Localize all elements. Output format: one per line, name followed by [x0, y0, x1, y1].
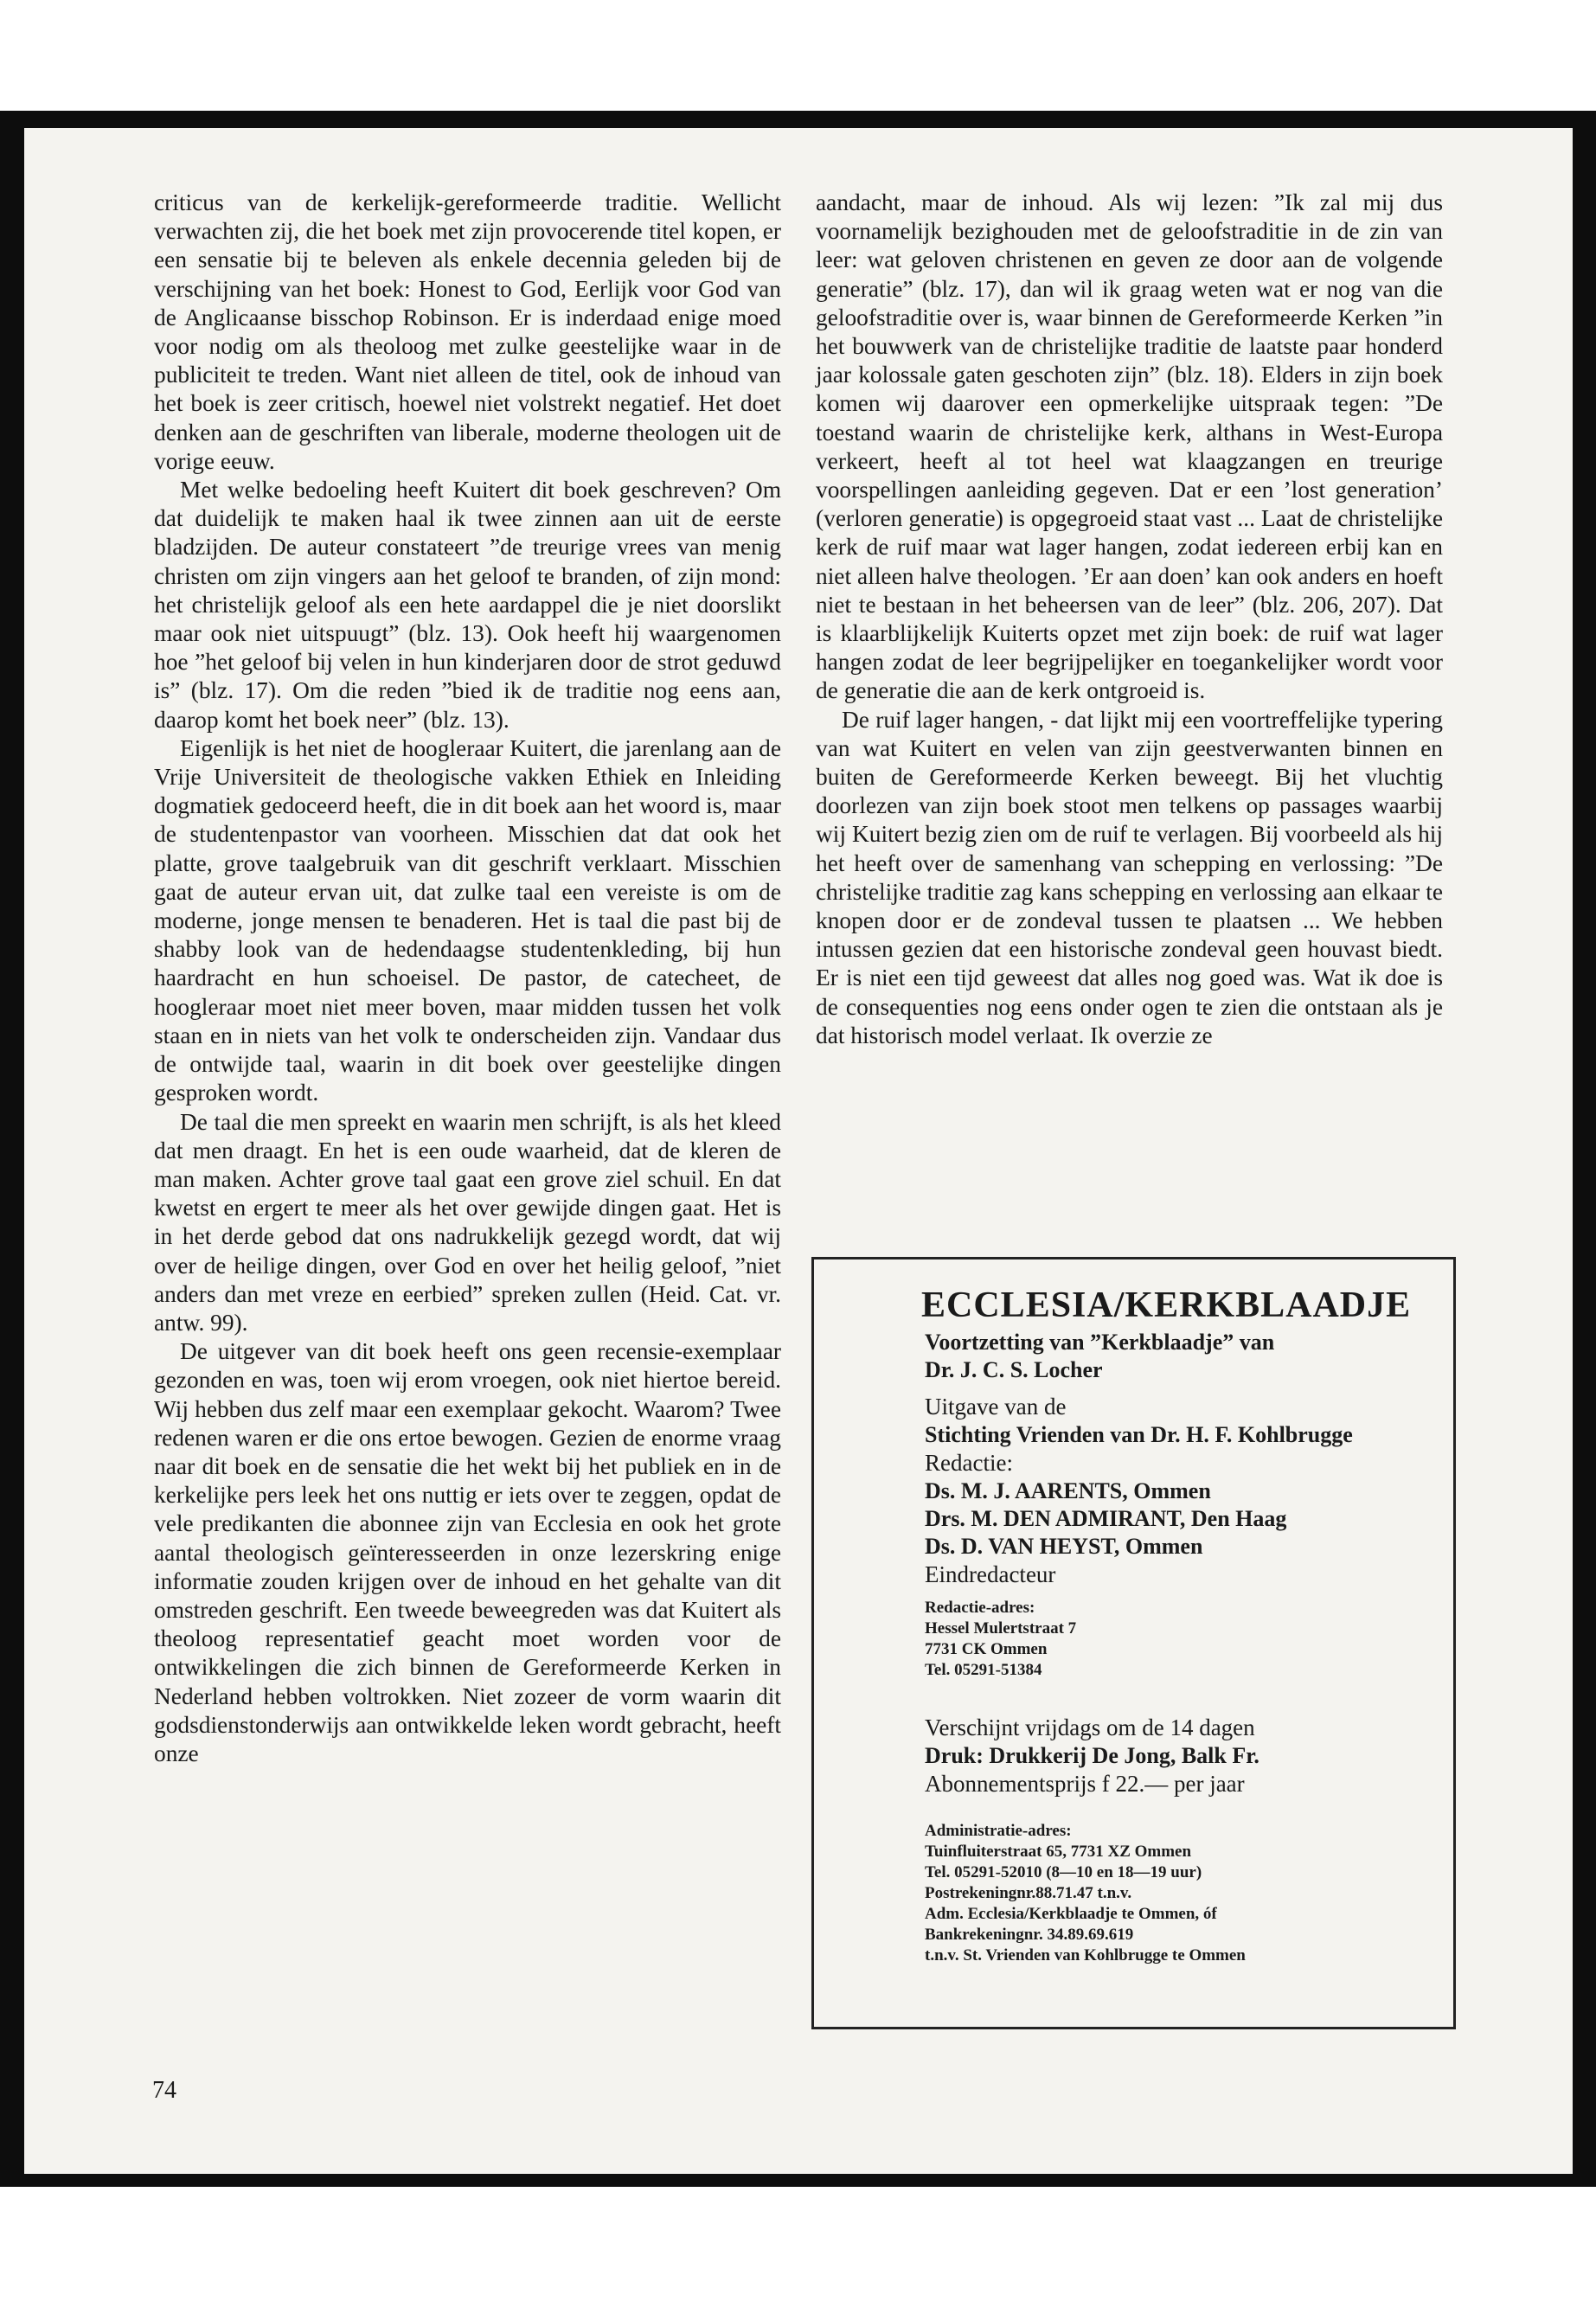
redactie-adres-label: Redactie-adres:	[925, 1599, 1035, 1617]
paragraph: Met welke bedoeling heeft Kuitert dit boek geschreven? Om dat duidelijk te maken haal ik twee zinnen aan uit de eerste bladzijden. De auteur constateert ”de treurige vrees van menig christen om zijn vingers aan het geloof te branden, of zijn mond: het christelijk geloof als een hete aardappel die je niet doorslikt maar ook niet uitspuugt” (blz. 13). Ook heeft hij waargenomen hoe ”het geloof bij velen in hun kinderjaren door de strot geduwd is” (blz. 17). Om die reden ”bied ik de traditie nog eens aan, daarop komt het boek neer” (blz. 13).	[154, 477, 781, 733]
masthead-box	[811, 1257, 1456, 2029]
chief-editor-label: Eindredacteur	[925, 1561, 1056, 1587]
publisher-label: Uitgave van de	[925, 1394, 1067, 1420]
page-number: 74	[152, 2077, 176, 2104]
paragraph: De ruif lager hangen, - dat lijkt mij een voortreffelijke typering van wat Kuitert en velen van zijn geestverwanten binnen en buiten de Gereformeerde Kerken beweegt. Bij het vluchtig doorlezen van zijn boek stoot men telkens op passages waarbij wij Kuitert bezig zien om de ruif te verlagen. Bij voorbeeld als hij het heeft over de samenhang van schepping en verlossing: ”De christelijke traditie zag kans schepping en verlossing aan elkaar te knopen door er de zondeval tussen te plaatsen ... We hebben intussen gezien dat een historische zondeval geen houvast biedt. Er is niet een tijd geweest dat alles nog goed was. Wat ik doe is de consequenties nog eens onder ogen te zien die ontstaan als je dat historisch model verlaat. Ik overzie ze	[816, 706, 1443, 1048]
masthead-subtitle: Dr. J. C. S. Locher	[925, 1357, 1103, 1382]
admin-postrekening: Postrekeningnr.88.71.47 t.n.v.	[925, 1884, 1132, 1902]
redactie-city: 7731 CK Ommen	[925, 1640, 1048, 1658]
paragraph: Eigenlijk is het niet de hoogleraar Kuitert, die jarenlang aan de Vrije Universiteit de theologische vakken Ethiek en Inleiding dogmatiek gedoceerd heeft, die in dit boek aan het woord is, maar de studentenpastor van voorheen. Misschien dat dat ook het platte, grove taalgebruik van dit geschrift verklaart. Misschien gaat de auteur ervan uit, dat zulke taal een vereiste is om de moderne, jonge mensen te benaderen. Het is taal die past bij de shabby look van de hedendaagse studentenkleding, bij hun haardracht en hun schoeisel. De pastor, de catecheet, de hoogleraar moet niet meer boven, maar midden tussen het volk staan en in niets van het volk te onderscheiden zijn. Vandaar dus de ontwijde taal, waarin in dit boek over geestelijke dingen gesproken wordt.	[154, 734, 781, 1106]
printer: Druk: Drukkerij De Jong, Balk Fr.	[925, 1743, 1259, 1768]
masthead-title: ECCLESIA/KERKBLAADJE	[921, 1285, 1412, 1325]
admin-label: Administratie-adres:	[925, 1822, 1072, 1840]
admin-tel: Tel. 05291-52010 (8—10 en 18—19 uur)	[925, 1863, 1202, 1881]
paragraph: aandacht, maar de inhoud. Als wij lezen: ”Ik zal mij dus voornamelijk bezighouden met de geloofstraditie in de zin van leer: wat geloven christenen en geven ze door aan de volgende generatie” (blz. 17), dan wil ik graag weten wat er nog van die geloofstraditie over is, waar binnen de Gereformeerde Kerken ”in het bouwwerk van de christelijke traditie de laatste paar honderd jaar kolossale gaten geschoten zijn” (blz. 18). Elders in zijn boek komen wij daarover een opmerkelijke uitspraak tegen: ”De toestand waarin de christelijke kerk, althans in West-Europa verkeert, heeft al tot heel wat klaagzangen en treurige voorspellingen aanleiding gegeven. Dat er een ’lost generation’ (verloren generatie) is opgegroeid staat vast ... Laat de christelijke kerk de ruif maar wat lager hangen, zodat iedereen erbij kan en niet alleen halve theologen. ’Er aan doen’ kan ook anders en hoeft niet te bestaan in het beheersen van de leer” (blz. 206, 207). Dat is klaarblijkelijk Kuiterts opzet met zijn boek: de ruif wat lager hangen zodat de leer begrijpelijker en toegankelijker wordt voor de generatie die aan de kerk ontgroeid is.	[816, 189, 1443, 704]
redactie-label: Redactie:	[925, 1450, 1013, 1476]
paragraph: criticus van de kerkelijk-gereformeerde traditie. Wellicht verwachten zij, die het boek met zijn provocerende titel kopen, er een sensatie bij te beleven als enkele decennia geleden bij de verschijning van het boek: Honest to God, Eerlijk voor God van de Anglicaanse bisschop Robinson. Er is inderdaad enige moed voor nodig om als theoloog met zulke geestelijke waar in de publiciteit te treden. Want niet alleen de titel, ook de inhoud van het boek is zeer critisch, hoewel niet volstrekt negatief. Het doet denken aan de geschriften van liberale, moderne theologen uit de vorige eeuw.	[154, 189, 781, 474]
masthead-subtitle: Voortzetting van ”Kerkblaadje” van	[925, 1330, 1275, 1355]
editor: Ds. M. J. AARENTS, Ommen	[925, 1478, 1211, 1503]
redactie-tel: Tel. 05291-51384	[925, 1661, 1042, 1679]
subscription: Abonnementsprijs f 22.— per jaar	[925, 1771, 1245, 1797]
paragraph: De uitgever van dit boek heeft ons geen recensie-exemplaar gezonden en was, toen wij erom vroegen, ook niet hiertoe bereid. Wij hebben dus zelf maar een exemplaar gekocht. Waarom? Twee redenen waren er die ons ertoe bewogen. Gezien de enorme vraag naar dit boek en de sensatie die het wekt bij het publiek en in de kerkelijke pers leek het ons nuttig er iets over te zeggen, opdat de vele predikanten die abonnee zijn van Ecclesia en ook het grote aantal theologisch geïnteresseerden in onze lezerskring enige informatie zouden krijgen over de inhoud en het gehalte van dit omstreden geschrift. Een tweede beweegreden was dat Kuitert als theoloog representatief geacht moet worden voor de ontwikkelingen die zich binnen de Gereformeerde Kerken in Nederland hebben voltrokken. Niet zozeer de vorm waarin dit godsdienstonderwijs aan ontwikkelde leken wordt gebracht, heeft onze	[154, 1338, 781, 1766]
editor: Drs. M. DEN ADMIRANT, Den Haag	[925, 1506, 1287, 1531]
right-column	[816, 189, 1443, 1050]
editor: Ds. D. VAN HEYST, Ommen	[925, 1534, 1203, 1559]
left-column	[154, 189, 781, 1768]
admin-street: Tuinfluiterstraat 65, 7731 XZ Ommen	[925, 1843, 1192, 1861]
page	[24, 128, 1573, 2174]
admin-bank: Bankrekeningnr. 34.89.69.619	[925, 1926, 1134, 1944]
paragraph: De taal die men spreekt en waarin men schrijft, is als het kleed dat men draagt. En het is een oude waarheid, dat de kleren de man maken. Achter grove taal gaat een grove ziel schuil. En dat kwetst en ergert te meer als het over gewijde dingen gaat. Het is in het derde gebod dat ons nadrukkelijk gezegd wordt, dat wij over de heilige dingen, over God en over het heilig geloof, ”niet anders dan met vreze en eerbied” spreken zullen (Heid. Cat. vr. antw. 99).	[154, 1108, 781, 1336]
publisher: Stichting Vrienden van Dr. H. F. Kohlbrugge	[925, 1422, 1353, 1447]
admin-adm: Adm. Ecclesia/Kerkblaadje te Ommen, óf	[925, 1905, 1217, 1923]
admin-tnv: t.n.v. St. Vrienden van Kohlbrugge te Ommen	[925, 1946, 1246, 1965]
frequency: Verschijnt vrijdags om de 14 dagen	[925, 1715, 1255, 1740]
redactie-street: Hessel Mulertstraat 7	[925, 1619, 1077, 1638]
